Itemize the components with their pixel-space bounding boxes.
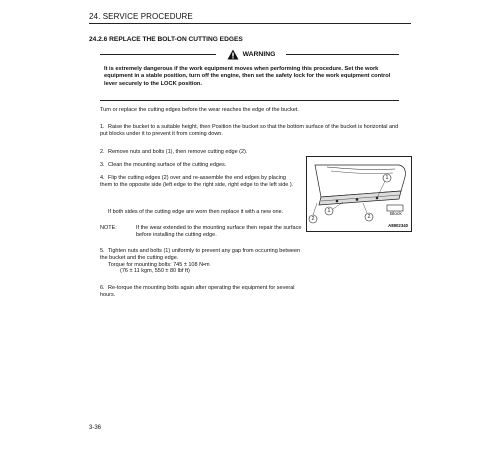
subsection-title: 24.2.6 REPLACE THE BOLT-ON CUTTING EDGES xyxy=(89,36,243,43)
bucket-illustration xyxy=(307,157,411,231)
step-4 xyxy=(100,175,298,189)
callout-2: 2 xyxy=(367,213,371,220)
step-1 xyxy=(100,124,400,138)
intro-text: Turn or replace the cutting edges before the wear reaches the edge of the bucket. xyxy=(100,107,299,113)
header-rule xyxy=(89,23,411,24)
step-number: 3. xyxy=(100,162,105,168)
step-4-extra: If both sides of the cutting edge are worn then replace it with a new one. xyxy=(108,209,284,215)
step-number: 5. xyxy=(100,248,105,254)
torque-line-1: Torque for mounting bolts: 745 ± 108 N•m xyxy=(108,261,210,268)
step-5 xyxy=(100,248,305,275)
callout-1: 1 xyxy=(327,207,331,214)
callout-1: 1 xyxy=(385,174,389,181)
step-2 xyxy=(100,149,350,156)
torque-line-2: (76 ± 11 kgm, 550 ± 80 lbf ft) xyxy=(120,268,190,275)
step-number: 1. xyxy=(100,124,105,130)
step-number: 2. xyxy=(100,149,105,155)
warning-header xyxy=(216,47,286,61)
step-number: 6. xyxy=(100,285,105,291)
step-text: Raise the bucket to a suitable height, then Position the bucket so that the bottom surface of the bucket is horizontal and put blocks under it to prevent it from coming down. xyxy=(100,124,399,137)
step-6 xyxy=(100,285,305,299)
step-text: Remove nuts and bolts (1), then remove cutting edge (2). xyxy=(108,149,248,155)
cutting-edge-figure xyxy=(306,156,412,232)
step-text: Clean the mounting surface of the cutting edges. xyxy=(108,162,227,168)
note-text: If the wear extended to the mounting surface then repair the surface before installing the cutting edge. xyxy=(136,225,302,238)
section-title: 24. SERVICE PROCEDURE xyxy=(89,12,193,21)
warning-box xyxy=(100,50,399,101)
step-text: Re-torque the mounting bolts again after operating the equipment for several hours. xyxy=(100,285,295,298)
page-number: 3-36 xyxy=(89,425,102,431)
step-text: Tighten nuts and bolts (1) uniformly to prevent any gap from occurring between the bucket and the cutting edge. xyxy=(100,248,301,261)
warning-text: It is extremely dangerous if the work equipment moves when performing this procedure. Set the work equipment in a stable position, turn off the engine, then set the safety lock for the work equipment control lever securely to the LOCK position. xyxy=(104,66,391,87)
figure-code: A8902340 xyxy=(388,223,408,228)
block-label: Block xyxy=(390,212,402,217)
step-number: 4. xyxy=(100,175,105,181)
step-text: Flip the cutting edges (2) over and re-assemble the end edges by placing them to the opposite side (left edge to the right side, right edge to the left side ). xyxy=(100,175,294,188)
callout-2: 2 xyxy=(311,215,315,222)
note-label: NOTE: xyxy=(100,225,117,231)
warning-triangle-icon xyxy=(227,49,239,60)
warning-label: WARNING xyxy=(242,50,276,58)
